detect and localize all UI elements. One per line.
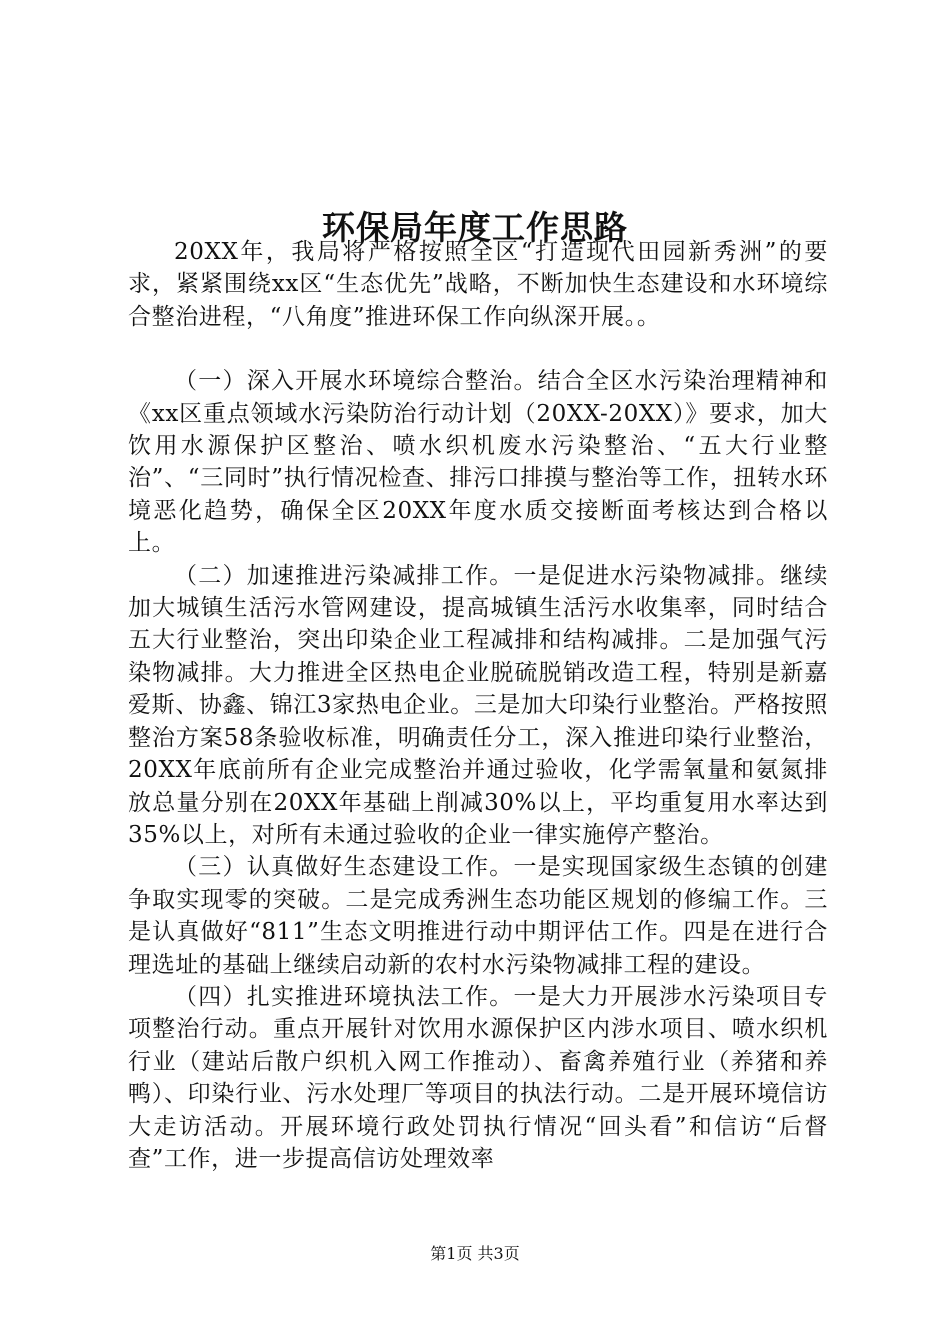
paragraph-environmental-enforcement: （四）扎实推进环境执法工作。一是大力开展涉水污染项目专项整治行动。重点开展针对饮用水源保护区内涉水项目、喷水织机行业（建站后散户织机入网工作推动）、畜禽养殖行业（养猪和养鸭）、印染行业、污水处理厂等项目的执法行动。二是开展环境信访大走访活动。开展环境行政处罚执行情况“回头看”和信访“后督查”工作，进一步提高信访处理效率 bbox=[128, 983, 828, 1172]
paragraph-intro: 20XX年，我局将严格按照全区“打造现代田园新秀洲”的要求，紧紧围绕xx区“生态优先”战略，不断加快生态建设和水环境综合整治进程，“八角度”推进环保工作向纵深开展。。 bbox=[128, 239, 828, 330]
document-body bbox=[128, 236, 828, 1175]
paragraph-emission-reduction: （二）加速推进污染减排工作。一是促进水污染物减排。继续加大城镇生活污水管网建设，提高城镇生活污水收集率，同时结合五大行业整治，突出印染企业工程减排和结构减排。二是加强气污染物减排。大力推进全区热电企业脱硫脱销改造工程，特别是新嘉爱斯、协鑫、锦江3家热电企业。三是加大印染行业整治。严格按照整治方案58条验收标准，明确责任分工，深入推进印染行业整治，20XX年底前所有企业完成整治并通过验收，化学需氧量和氨氮排放总量分别在20XX年基础上削减30%以上，平均重复用水率达到35%以上，对所有未通过验收的企业一律实施停产整治。 bbox=[128, 562, 828, 848]
document-title: 环保局年度工作思路 bbox=[322, 208, 628, 248]
paragraph-ecological-construction: （三）认真做好生态建设工作。一是实现国家级生态镇的创建争取实现零的突破。二是完成秀洲生态功能区规划的修编工作。三是认真做好“811”生态文明推进行动中期评估工作。四是在进行合理选址的基础上继续启动新的农村水污染物减排工程的建设。 bbox=[128, 854, 828, 978]
paragraph-water-environment: （一）深入开展水环境综合整治。结合全区水污染治理精神和《xx区重点领域水污染防治行动计划（20XX-20XX）》要求，加大饮用水源保护区整治、喷水织机废水污染整治、“五大行业整治”、“三同时”执行情况检查、排污口排摸与整治等工作，扭转水环境恶化趋势，确保全区20XX年度水质交接断面考核达到合格以上。 bbox=[128, 368, 828, 557]
page-footer: 第1页 共3页 bbox=[430, 1244, 520, 1263]
